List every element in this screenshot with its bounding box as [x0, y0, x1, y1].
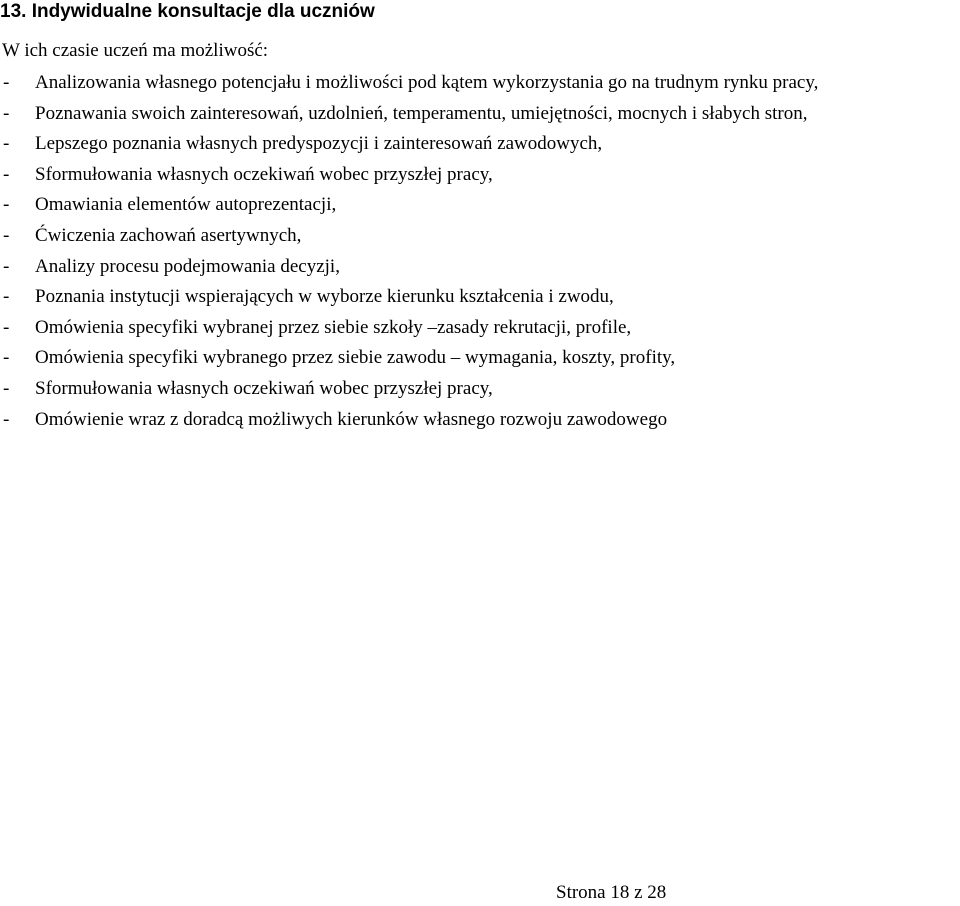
bullet-dash: -	[3, 133, 10, 155]
bullet-dash: -	[3, 255, 10, 277]
bullet-dash: -	[3, 347, 10, 369]
list-item-text: Lepszego poznania własnych predyspozycji i zainteresowań zawodowych,	[35, 133, 603, 155]
intro-text: W ich czasie uczeń ma możliwość:	[2, 40, 269, 61]
section-heading: 13. Indywidualne konsultacje dla uczniów	[0, 1, 375, 22]
bullet-dash: -	[3, 408, 10, 430]
list-item-text: Omówienie wraz z doradcą możliwych kierunków własnego rozwoju zawodowego	[35, 408, 668, 430]
list-item-text: Ćwiczenia zachowań asertywnych,	[35, 224, 302, 246]
list-item-text: Omówienia specyfiki wybranej przez siebie szkoły –zasady rekrutacji, profile,	[35, 316, 632, 338]
list-item-text: Sformułowania własnych oczekiwań wobec przyszłej pracy,	[35, 163, 493, 185]
list-item-text: Omówienia specyfiki wybranego przez siebie zawodu – wymagania, koszty, profity,	[35, 347, 676, 369]
list-item-text: Analizowania własnego potencjału i możliwości pod kątem wykorzystania go na trudnym rynku pracy,	[35, 72, 819, 93]
list-item-text: Omawiania elementów autoprezentacji,	[35, 194, 337, 216]
page-number: Strona 18 z 28	[556, 882, 667, 903]
bullet-dash: -	[3, 163, 10, 185]
bullet-dash: -	[3, 377, 10, 399]
bullet-dash: -	[3, 286, 10, 308]
list-item-text: Poznawania swoich zainteresowań, uzdolnień, temperamentu, umiejętności, mocnych i słabych stron,	[35, 102, 808, 124]
list-item-text: Poznania instytucji wspierających w wyborze kierunku kształcenia i zwodu,	[35, 286, 614, 308]
list-item-text: Sformułowania własnych oczekiwań wobec przyszłej pracy,	[35, 377, 493, 399]
bullet-dash: -	[3, 102, 10, 124]
bullet-dash: -	[3, 224, 10, 246]
bullet-dash: -	[3, 194, 10, 216]
bullet-dash: -	[3, 72, 10, 93]
bullet-dash: -	[3, 316, 10, 338]
list-item-text: Analizy procesu podejmowania decyzji,	[35, 255, 340, 277]
